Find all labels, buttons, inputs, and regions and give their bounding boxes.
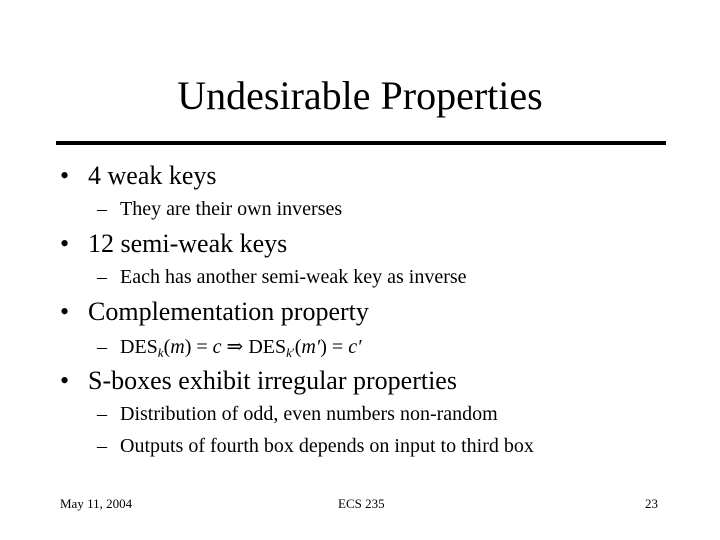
- bullet-complementation: [60, 296, 369, 328]
- complementation-formula: – $DES_k(m) = c$ ⇒ $DES_{k'}(m') = c'$: [97, 336, 362, 360]
- slide-title: Undesirable Properties: [177, 73, 543, 118]
- bullet-weak-keys: [60, 160, 217, 192]
- sub-bullet-text: They are their own inverses: [120, 198, 343, 220]
- sub-bullet-outputs: [97, 433, 534, 459]
- formula-key-k-prime: k: [286, 345, 292, 360]
- bullet-s-boxes: [60, 365, 457, 397]
- formula-des-2: DES: [248, 336, 287, 358]
- sub-bullet-semi-weak-inverse: [97, 264, 467, 290]
- bullet-marker: •: [60, 229, 70, 258]
- bullet-text: 4 weak keys: [88, 161, 217, 190]
- bullet-marker: •: [60, 366, 70, 395]
- bullet-marker: •: [60, 161, 70, 190]
- dash-marker: –: [97, 336, 107, 358]
- footer-course: ECS 235: [338, 496, 385, 511]
- bullet-text: 12 semi-weak keys: [88, 229, 288, 258]
- formula-c-prime: c′: [348, 336, 362, 358]
- formula-m-prime: m′: [301, 336, 321, 358]
- dash-marker: –: [97, 435, 107, 457]
- sub-bullet-text: Distribution of odd, even numbers non-random: [120, 403, 498, 425]
- sub-bullet-text: Each has another semi-weak key as inverse: [120, 266, 467, 288]
- sub-bullet-inverses: [97, 196, 342, 222]
- bullet-text: S-boxes exhibit irregular properties: [88, 366, 457, 395]
- formula-c: c: [212, 336, 222, 358]
- dash-marker: –: [97, 266, 107, 288]
- bullet-semi-weak-keys: [60, 228, 287, 260]
- footer-date: May 11, 2004: [60, 496, 133, 511]
- implies-symbol: ⇒: [221, 336, 249, 358]
- formula-key-k: k: [157, 345, 164, 360]
- footer-page-number: 23: [645, 496, 658, 511]
- title-rule: [56, 141, 666, 145]
- sub-bullet-distribution: [97, 401, 498, 427]
- bullet-marker: •: [60, 297, 70, 326]
- dash-marker: –: [97, 403, 107, 425]
- formula-des-1: DES: [120, 336, 158, 358]
- bullet-text: Complementation property: [88, 297, 369, 326]
- formula-m: m: [170, 336, 185, 358]
- dash-marker: –: [97, 198, 107, 220]
- sub-bullet-text: Outputs of fourth box depends on input to third box: [120, 435, 534, 457]
